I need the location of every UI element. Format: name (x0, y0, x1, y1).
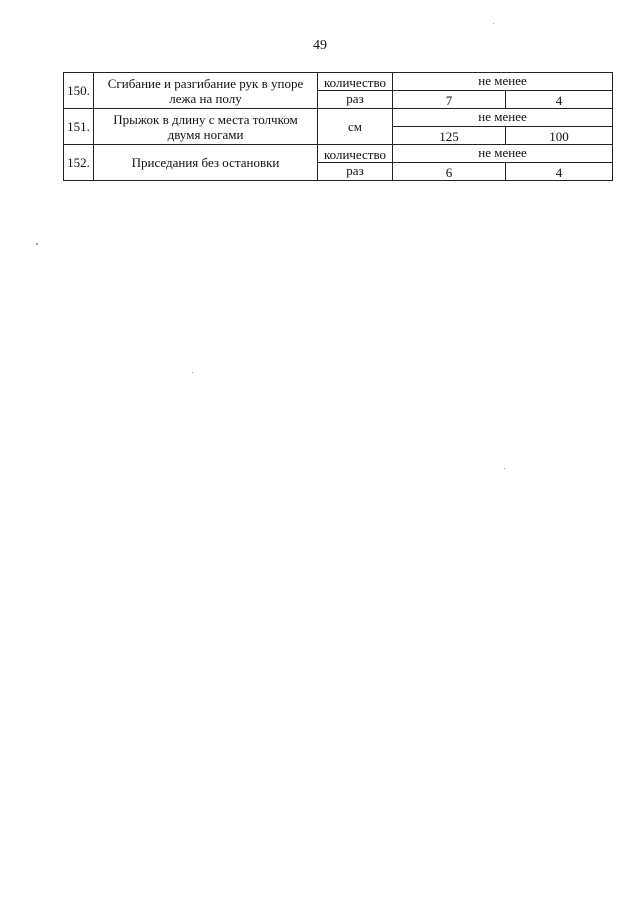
table-row (64, 73, 613, 91)
scan-speck (36, 243, 38, 245)
norm-value: 4 (506, 163, 613, 181)
exercise-name: Прыжок в длину с места толчком двумя ногами (94, 109, 318, 145)
min-label: не менее (393, 145, 613, 163)
unit-label: см (318, 109, 393, 145)
scan-speck (504, 468, 505, 469)
min-label: не менее (393, 73, 613, 91)
norm-value: 125 (393, 127, 506, 145)
table-row (64, 109, 613, 127)
norms-table (63, 72, 613, 181)
scan-speck (493, 23, 494, 24)
row-number: 150. (64, 73, 94, 109)
norm-value: 4 (506, 91, 613, 109)
row-number: 152. (64, 145, 94, 181)
min-label: не менее (393, 109, 613, 127)
exercise-name: Приседания без остановки (94, 145, 318, 181)
table-row (64, 145, 613, 163)
page-number: 49 (313, 38, 327, 53)
unit-label: количество (318, 73, 393, 91)
exercise-name: Сгибание и разгибание рук в упоре лежа на полу (94, 73, 318, 109)
norm-value: 100 (506, 127, 613, 145)
unit-label: раз (318, 91, 393, 109)
scan-speck (192, 372, 193, 373)
unit-label: количество (318, 145, 393, 163)
norm-value: 7 (393, 91, 506, 109)
unit-label: раз (318, 163, 393, 181)
row-number: 151. (64, 109, 94, 145)
norm-value: 6 (393, 163, 506, 181)
